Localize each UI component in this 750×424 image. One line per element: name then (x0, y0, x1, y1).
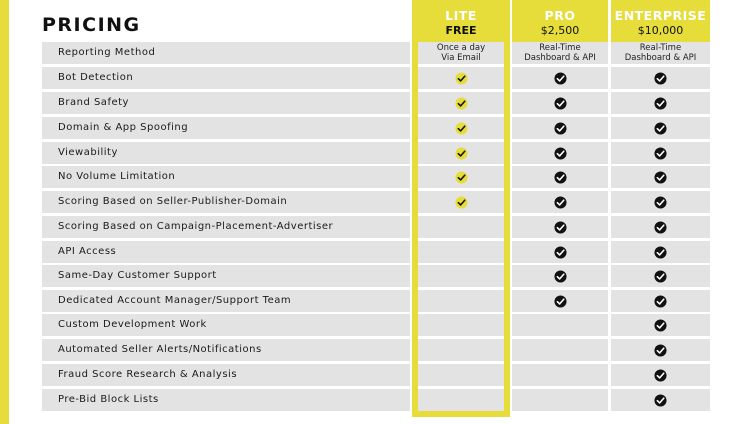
checkmark-icon (455, 72, 468, 85)
checkmark-icon (654, 369, 667, 382)
plan-price: $2,500 (540, 24, 580, 37)
checkmark-icon (554, 147, 567, 160)
table-row (42, 191, 710, 213)
pro-cell (512, 339, 608, 361)
pro-cell (512, 216, 608, 238)
checkmark-icon (455, 97, 468, 110)
feature-label: Fraud Score Research & Analysis (58, 369, 238, 380)
enterprise-cell (611, 92, 710, 114)
left-accent-bar (0, 0, 9, 424)
checkmark-icon (654, 246, 667, 259)
checkmark-icon (554, 270, 567, 283)
checkmark-icon (554, 122, 567, 135)
lite-cell (412, 389, 510, 411)
table-row (42, 92, 710, 114)
pro-cell (512, 67, 608, 89)
feature-label: Domain & App Spoofing (58, 122, 189, 133)
lite-cell (412, 339, 510, 361)
checkmark-icon (654, 295, 667, 308)
table-row (42, 389, 710, 411)
checkmark-icon (654, 97, 667, 110)
feature-label: API Access (58, 246, 117, 257)
table-row (42, 142, 710, 164)
reporting-pro-cell (512, 42, 608, 64)
pro-cell (512, 265, 608, 287)
enterprise-cell (611, 166, 710, 188)
reporting-line-1: Real-Time (639, 43, 682, 53)
checkmark-icon (654, 270, 667, 283)
reporting-method-value (437, 43, 485, 63)
feature-label: Brand Safety (58, 97, 129, 108)
lite-cell (412, 216, 510, 238)
feature-label: Reporting Method (58, 47, 156, 58)
checkmark-icon (654, 122, 667, 135)
lite-cell (412, 241, 510, 263)
reporting-line-2: Dashboard & API (524, 53, 596, 63)
lite-cell (412, 290, 510, 312)
enterprise-cell (611, 265, 710, 287)
checkmark-icon (654, 221, 667, 234)
lite-cell (412, 191, 510, 213)
table-row (42, 314, 710, 336)
lite-cell (412, 92, 510, 114)
checkmark-icon (654, 319, 667, 332)
table-row (42, 117, 710, 139)
checkmark-icon (554, 221, 567, 234)
pro-cell (512, 314, 608, 336)
plan-header-pro (512, 0, 608, 44)
lite-cell (412, 117, 510, 139)
enterprise-cell (611, 389, 710, 411)
pro-cell (512, 364, 608, 386)
pro-cell (512, 166, 608, 188)
feature-label: Bot Detection (58, 72, 134, 83)
pro-cell (512, 92, 608, 114)
table-row (42, 364, 710, 386)
enterprise-cell (611, 339, 710, 361)
pro-cell (512, 389, 608, 411)
checkmark-icon (654, 196, 667, 209)
enterprise-cell (611, 142, 710, 164)
plan-header-enterprise (611, 0, 710, 44)
checkmark-icon (654, 344, 667, 357)
checkmark-icon (455, 122, 468, 135)
checkmark-icon (654, 394, 667, 407)
reporting-line-1: Real-Time (539, 43, 581, 53)
checkmark-icon (554, 295, 567, 308)
checkmark-icon (554, 97, 567, 110)
table-row (42, 241, 710, 263)
plan-name: LITE (445, 8, 477, 23)
checkmark-icon (654, 147, 667, 160)
enterprise-cell (611, 364, 710, 386)
lite-cell (412, 265, 510, 287)
enterprise-cell (611, 314, 710, 336)
lite-cell (412, 364, 510, 386)
page-title: PRICING (42, 14, 141, 36)
enterprise-cell (611, 67, 710, 89)
pro-cell (512, 191, 608, 213)
checkmark-icon (554, 171, 567, 184)
pro-cell (512, 241, 608, 263)
checkmark-icon (554, 72, 567, 85)
feature-label: Viewability (58, 147, 118, 158)
table-row (42, 339, 710, 361)
checkmark-icon (654, 171, 667, 184)
table-row (42, 166, 710, 188)
feature-label: Custom Development Work (58, 319, 207, 330)
plan-price: $10,000 (637, 24, 684, 37)
checkmark-icon (455, 196, 468, 209)
pro-cell (512, 117, 608, 139)
checkmark-icon (554, 246, 567, 259)
table-row (42, 290, 710, 312)
reporting-line-2: Dashboard & API (624, 53, 697, 63)
reporting-lite-cell (412, 42, 510, 64)
enterprise-cell (611, 216, 710, 238)
checkmark-icon (455, 147, 468, 160)
plan-name: ENTERPRISE (614, 8, 707, 23)
reporting-line-1: Once a day (436, 43, 486, 53)
enterprise-cell (611, 290, 710, 312)
checkmark-icon (455, 171, 468, 184)
table-row (42, 216, 710, 238)
table-row (42, 42, 710, 64)
plan-price: FREE (445, 24, 477, 37)
feature-label: Dedicated Account Manager/Support Team (58, 295, 292, 306)
pro-cell (512, 142, 608, 164)
lite-cell (412, 166, 510, 188)
table-row (42, 265, 710, 287)
reporting-line-2: Via Email (441, 53, 481, 63)
plan-name: PRO (544, 8, 576, 23)
feature-label: Scoring Based on Campaign-Placement-Advertiser (58, 221, 334, 232)
reporting-method-value (625, 43, 697, 63)
checkmark-icon (654, 72, 667, 85)
enterprise-cell (611, 117, 710, 139)
checkmark-icon (554, 196, 567, 209)
reporting-enterprise-cell (611, 42, 710, 64)
enterprise-cell (611, 241, 710, 263)
feature-label: Pre-Bid Block Lists (58, 394, 159, 405)
feature-label: Automated Seller Alerts/Notifications (58, 344, 262, 355)
lite-cell (412, 67, 510, 89)
lite-cell (412, 142, 510, 164)
pro-cell (512, 290, 608, 312)
plan-header-lite (412, 0, 510, 44)
enterprise-cell (611, 191, 710, 213)
lite-cell (412, 314, 510, 336)
feature-label: Same-Day Customer Support (58, 270, 217, 281)
table-row (42, 67, 710, 89)
feature-label: Scoring Based on Seller-Publisher-Domain (58, 196, 288, 207)
reporting-method-value (524, 43, 596, 63)
feature-label: No Volume Limitation (58, 171, 176, 182)
